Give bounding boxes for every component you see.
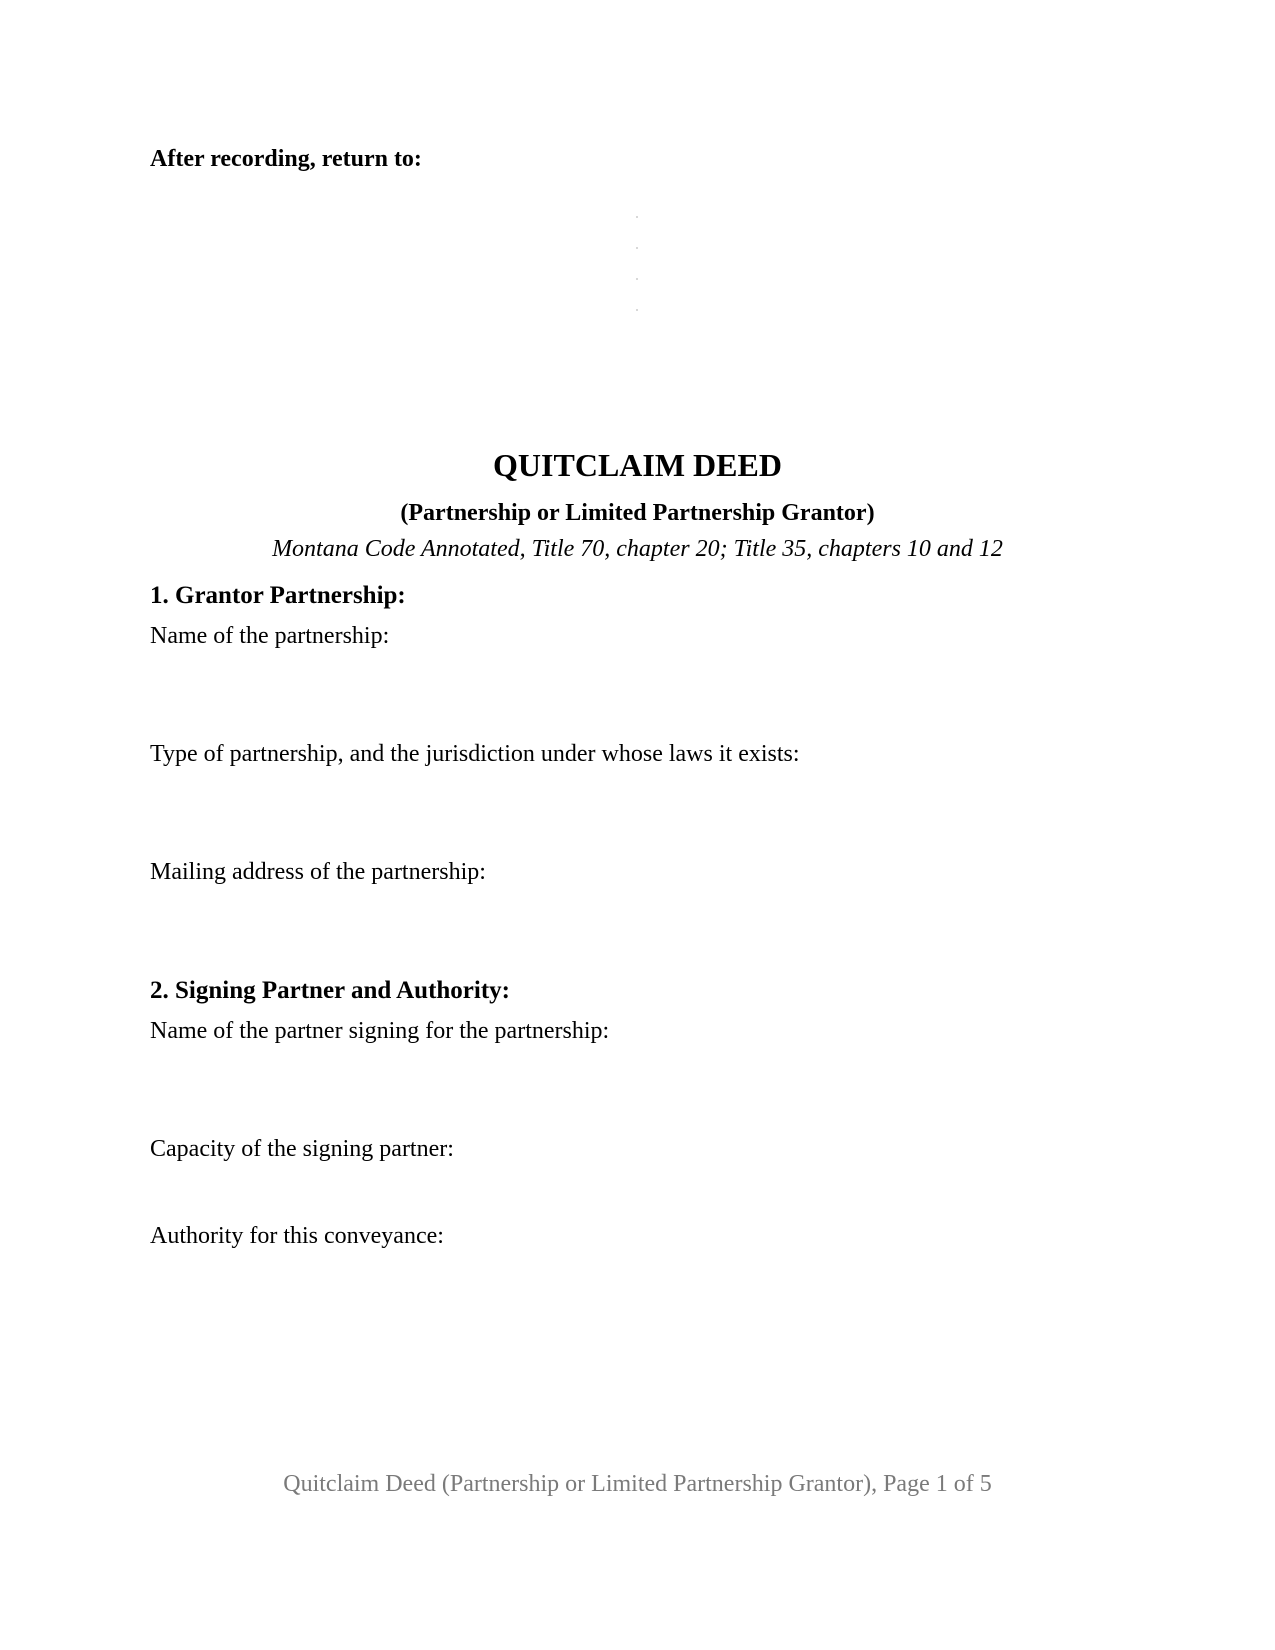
placeholder-dot <box>636 247 638 249</box>
placeholder-dot <box>636 278 638 280</box>
field-label-partnership-name: Name of the partnership: <box>150 623 390 649</box>
placeholder-dot <box>636 216 638 218</box>
placeholder-dot <box>636 309 638 311</box>
section-2-heading: 2. Signing Partner and Authority: <box>150 977 510 1004</box>
field-label-partnership-type: Type of partnership, and the jurisdiction under whose laws it exists: <box>150 741 800 767</box>
document-title: QUITCLAIM DEED <box>493 447 782 483</box>
document-subtitle: (Partnership or Limited Partnership Grantor) <box>400 500 875 526</box>
statute-citation: Montana Code Annotated, Title 70, chapter 20; Title 35, chapters 10 and 12 <box>272 536 1003 562</box>
return-address-label: After recording, return to: <box>150 146 422 172</box>
field-label-signing-partner-name: Name of the partner signing for the partnership: <box>150 1018 610 1044</box>
field-label-authority: Authority for this conveyance: <box>150 1223 444 1249</box>
field-label-signing-capacity: Capacity of the signing partner: <box>150 1136 454 1162</box>
field-label-mailing-address: Mailing address of the partnership: <box>150 859 486 885</box>
section-1-heading: 1. Grantor Partnership: <box>150 582 406 609</box>
page-footer: Quitclaim Deed (Partnership or Limited Partnership Grantor), Page 1 of 5 <box>283 1471 992 1497</box>
